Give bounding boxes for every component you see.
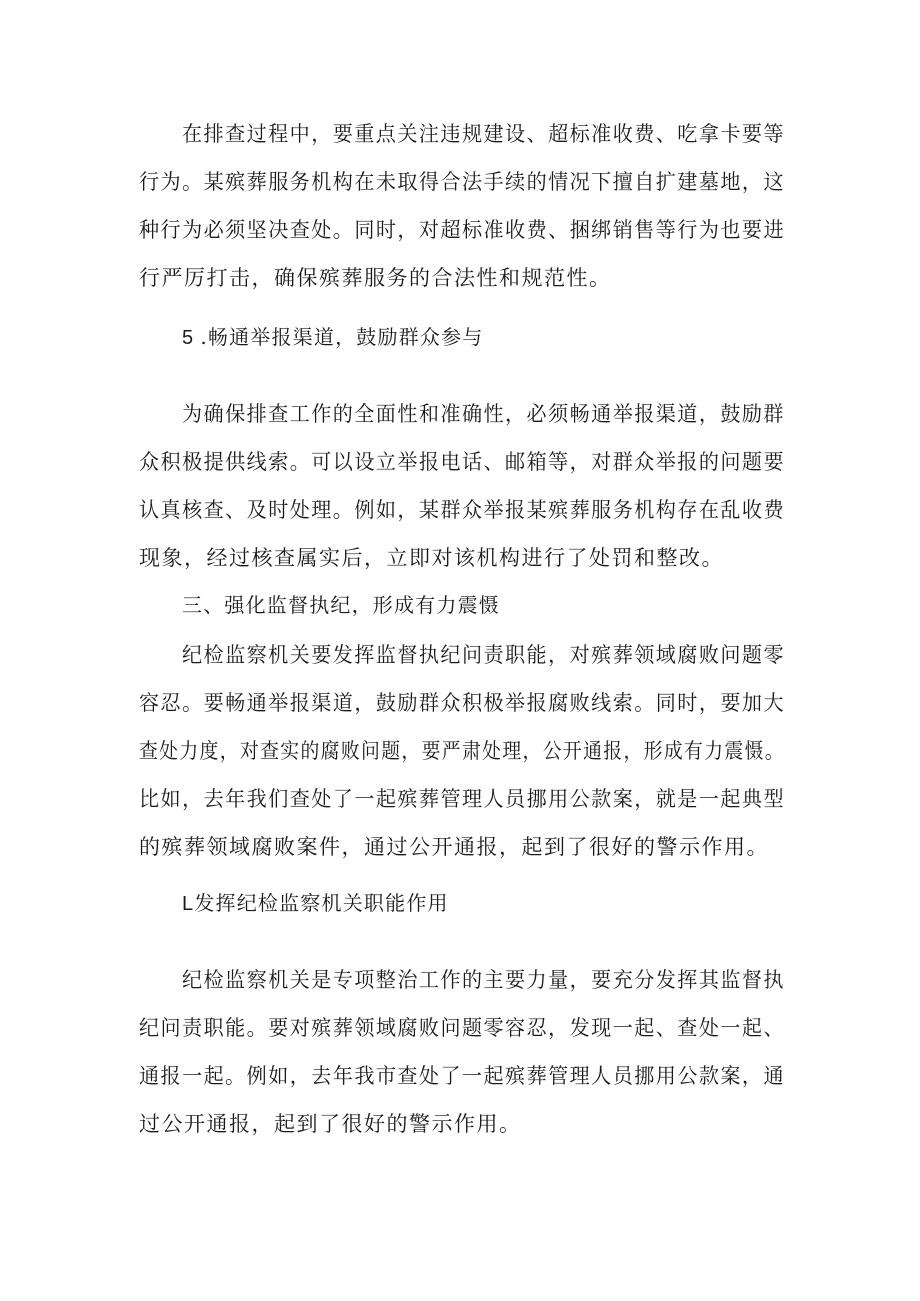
subheading-5-number: 5: [182, 327, 195, 349]
paragraph-1-line-2: 行为。某殡葬服务机构在未取得合法手续的情况下擅自扩建墓地，这: [139, 170, 785, 194]
paragraph-3-line-1: 纪检监察机关要发挥监督执纪问责职能，对殡葬领域腐败问题零: [182, 643, 785, 667]
paragraph-3-line-3: 查处力度，对查实的腐败问题，要严肃处理，公开通报，形成有力震慑。: [139, 739, 785, 763]
subheading-5: [182, 325, 484, 350]
subheading-1: [182, 891, 449, 916]
subheading-5-text: .畅通举报渠道，鼓励群众参与: [200, 325, 484, 349]
paragraph-4-line-3: 通报一起。例如，去年我市查处了一起殡葬管理人员挪用公款案，通: [139, 1064, 785, 1088]
paragraph-2-line-3: 认真核查、及时处理。例如，某群众举报某殡葬服务机构存在乱收费: [139, 498, 785, 522]
paragraph-1-line-3: 种行为必须坚决查处。同时，对超标准收费、捆绑销售等行为也要进: [139, 218, 785, 242]
section-3-heading: 三、强化监督执纪，形成有力震慑: [182, 593, 500, 617]
subheading-1-text: 发挥纪检监察机关职能作用: [194, 891, 449, 915]
paragraph-4-line-1: 纪检监察机关是专项整治工作的主要力量，要充分发挥其监督执: [182, 968, 785, 992]
paragraph-2-line-4: 现象，经过核查属实后，立即对该机构进行了处罚和整改。: [139, 546, 724, 570]
subheading-1-letter: L: [182, 893, 195, 915]
paragraph-4-line-4: 过公开通报，起到了很好的警示作用。: [139, 1112, 522, 1136]
paragraph-1-line-1: 在排查过程中，要重点关注违规建设、超标准收费、吃拿卡要等: [182, 122, 785, 146]
paragraph-1-line-4: 行严厉打击，确保殡葬服务的合法性和规范性。: [139, 266, 612, 290]
paragraph-4-line-2: 纪问责职能。要对殡葬领域腐败问题零容忍，发现一起、查处一起、: [139, 1016, 785, 1040]
paragraph-3-line-2: 容忍。要畅通举报渠道，鼓励群众积极举报腐败线索。同时，要加大: [139, 691, 785, 715]
paragraph-3-line-4: 比如，去年我们查处了一起殡葬管理人员挪用公款案，就是一起典型: [139, 787, 785, 811]
paragraph-2-line-1: 为确保排查工作的全面性和准确性，必须畅通举报渠道，鼓励群: [182, 402, 785, 426]
paragraph-3-line-5: 的殡葬领域腐败案件，通过公开通报，起到了很好的警示作用。: [139, 835, 769, 859]
paragraph-2-line-2: 众积极提供线索。可以设立举报电话、邮箱等，对群众举报的问题要: [139, 450, 785, 474]
